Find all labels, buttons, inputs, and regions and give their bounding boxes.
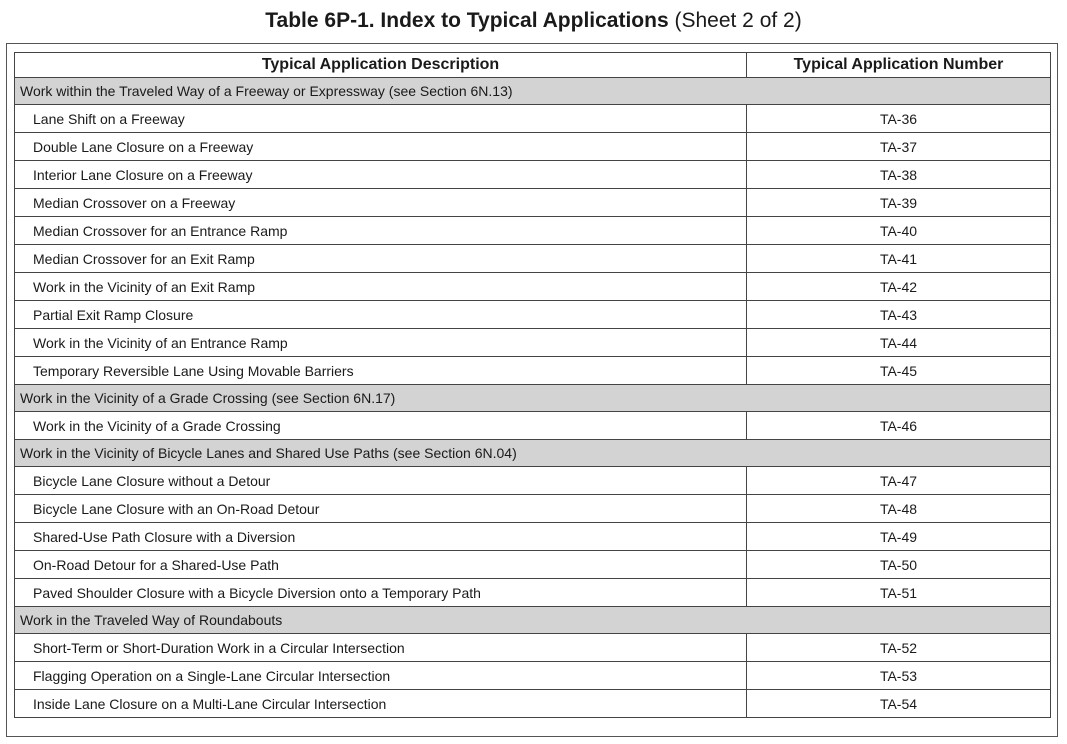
table-row <box>15 579 1051 607</box>
table-row <box>15 634 1051 662</box>
application-description: Inside Lane Closure on a Multi-Lane Circular Intersection <box>15 690 747 718</box>
table-row <box>15 690 1051 718</box>
application-number: TA-48 <box>747 495 1051 523</box>
application-number: TA-40 <box>747 217 1051 245</box>
column-header-number: Typical Application Number <box>747 53 1051 78</box>
table-row <box>15 329 1051 357</box>
application-description: Median Crossover for an Exit Ramp <box>15 245 747 273</box>
application-number: TA-41 <box>747 245 1051 273</box>
application-description: Work in the Vicinity of an Exit Ramp <box>15 273 747 301</box>
table-row <box>15 273 1051 301</box>
header-row <box>15 53 1051 78</box>
application-number: TA-39 <box>747 189 1051 217</box>
table-row <box>15 467 1051 495</box>
application-number: TA-51 <box>747 579 1051 607</box>
application-number: TA-49 <box>747 523 1051 551</box>
application-number: TA-50 <box>747 551 1051 579</box>
table-title-sheet: (Sheet 2 of 2) <box>668 9 802 32</box>
application-description: Paved Shoulder Closure with a Bicycle Diversion onto a Temporary Path <box>15 579 747 607</box>
application-number: TA-45 <box>747 357 1051 385</box>
table-row <box>15 133 1051 161</box>
application-description: Shared-Use Path Closure with a Diversion <box>15 523 747 551</box>
table-title <box>0 6 1067 36</box>
application-description: Median Crossover on a Freeway <box>15 189 747 217</box>
application-description: Bicycle Lane Closure without a Detour <box>15 467 747 495</box>
table-row <box>15 189 1051 217</box>
table-row <box>15 245 1051 273</box>
table-row <box>15 217 1051 245</box>
application-number: TA-43 <box>747 301 1051 329</box>
application-number: TA-54 <box>747 690 1051 718</box>
application-description: Flagging Operation on a Single-Lane Circular Intersection <box>15 662 747 690</box>
application-number: TA-47 <box>747 467 1051 495</box>
section-header-row <box>15 440 1051 467</box>
application-description: Median Crossover for an Entrance Ramp <box>15 217 747 245</box>
application-number: TA-53 <box>747 662 1051 690</box>
application-description: Short-Term or Short-Duration Work in a Circular Intersection <box>15 634 747 662</box>
application-number: TA-36 <box>747 105 1051 133</box>
application-description: Work in the Vicinity of a Grade Crossing <box>15 412 747 440</box>
application-description: Partial Exit Ramp Closure <box>15 301 747 329</box>
table-row <box>15 551 1051 579</box>
column-header-description: Typical Application Description <box>15 53 747 78</box>
table-row <box>15 357 1051 385</box>
application-number: TA-37 <box>747 133 1051 161</box>
section-heading: Work in the Vicinity of Bicycle Lanes and Shared Use Paths (see Section 6N.04) <box>15 440 1051 467</box>
table-row <box>15 105 1051 133</box>
table-row <box>15 662 1051 690</box>
application-description: Temporary Reversible Lane Using Movable Barriers <box>15 357 747 385</box>
application-description: Work in the Vicinity of an Entrance Ramp <box>15 329 747 357</box>
table-body <box>15 78 1051 718</box>
table-row <box>15 495 1051 523</box>
section-heading: Work in the Vicinity of a Grade Crossing (see Section 6N.17) <box>15 385 1051 412</box>
section-heading: Work in the Traveled Way of Roundabouts <box>15 607 1051 634</box>
application-number: TA-46 <box>747 412 1051 440</box>
table-row <box>15 412 1051 440</box>
table-row <box>15 523 1051 551</box>
section-header-row <box>15 385 1051 412</box>
table-title-main: Table 6P-1. Index to Typical Applications <box>265 9 669 32</box>
application-description: Interior Lane Closure on a Freeway <box>15 161 747 189</box>
table-row <box>15 161 1051 189</box>
application-description: Double Lane Closure on a Freeway <box>15 133 747 161</box>
application-number: TA-38 <box>747 161 1051 189</box>
section-header-row <box>15 78 1051 105</box>
table-row <box>15 301 1051 329</box>
typical-applications-table <box>14 52 1051 718</box>
application-number: TA-44 <box>747 329 1051 357</box>
section-header-row <box>15 607 1051 634</box>
application-number: TA-42 <box>747 273 1051 301</box>
section-heading: Work within the Traveled Way of a Freeway or Expressway (see Section 6N.13) <box>15 78 1051 105</box>
application-description: Bicycle Lane Closure with an On-Road Detour <box>15 495 747 523</box>
application-number: TA-52 <box>747 634 1051 662</box>
application-description: On-Road Detour for a Shared-Use Path <box>15 551 747 579</box>
application-description: Lane Shift on a Freeway <box>15 105 747 133</box>
